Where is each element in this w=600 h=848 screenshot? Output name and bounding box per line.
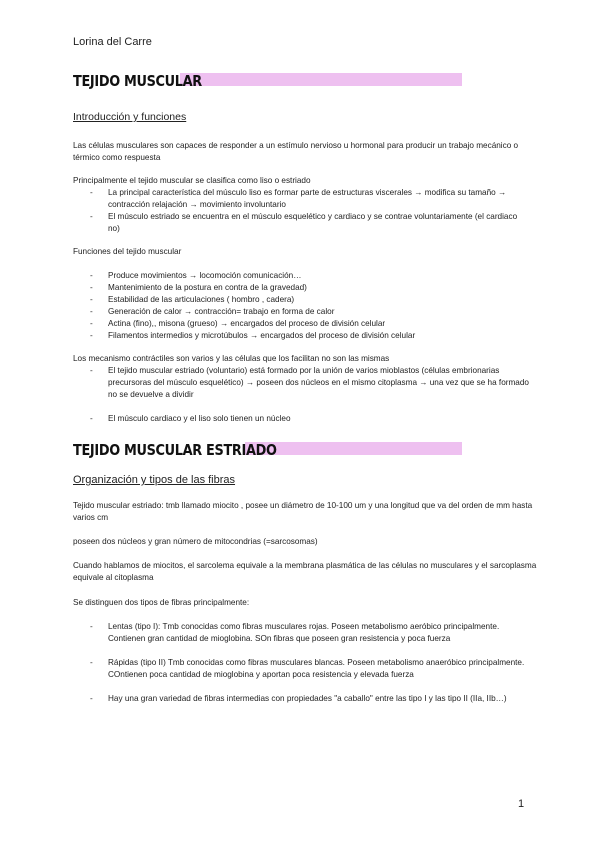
section-subtitle-introduccion: Introducción y funciones	[73, 111, 187, 123]
list-item: - Filamentos intermedios y microtúbulos → encargados del proceso de división celular	[90, 330, 530, 342]
list-item: - Actina (fino),, misona (grueso) → encargados del proceso de división celular	[90, 318, 530, 330]
list-item: - Estabilidad de las articulaciones ( hombro , cadera)	[90, 294, 530, 306]
list-item: - Produce movimientos → locomoción comunicación…	[90, 270, 530, 282]
list-item: - El músculo cardiaco y el liso solo tienen un núcleo	[90, 413, 530, 425]
section-title-tejido-muscular-estriado: TEJIDO MUSCULAR ESTRIADO	[73, 441, 277, 459]
list-item: - Mantenimiento de la postura en contra de la gravedad)	[90, 282, 530, 294]
list-item: - Hay una gran variedad de fibras intermedias con propiedades "a caballo" entre las tipo I y las tipo II (IIa, IIb…)	[90, 693, 530, 705]
list-item: - Generación de calor → contracción= trabajo en forma de calor	[90, 306, 530, 318]
heading-highlight-bar	[180, 73, 462, 86]
section-subtitle-organizacion: Organización y tipos de las fibras	[73, 474, 236, 486]
classification-list	[90, 187, 530, 235]
list-item: - El músculo estriado se encuentra en el músculo esquelético y cardiaco y se contrae voluntariamente (el cardiaco no)	[90, 211, 530, 235]
fiber-types-intro: Se distinguen dos tipos de fibras principalmente:	[73, 598, 250, 607]
list-item: - Lentas (tipo I): Tmb conocidas como fibras musculares rojas. Poseen metabolismo aeróbico principalmente. Contienen gran cantidad de mioglobina. SOn fibras que poseen gran resistencia y poca fuerza	[90, 621, 530, 645]
classification-paragraph: Principalmente el tejido muscular se clasifica como liso o estriado	[73, 176, 311, 185]
intro-paragraph: Las células musculares son capaces de responder a un estímulo nervioso u hormonal para producir un trabajo mecánico o térmico como respuesta	[73, 141, 519, 162]
author-name: Lorina del Carre	[73, 36, 152, 48]
page-number: 1	[518, 798, 525, 810]
sarcolema-paragraph: Cuando hablamos de miocitos, el sarcolema equivale a la membrana plasmática de las células no musculares y el sarcoplasma equivale al citoplasma	[73, 561, 537, 582]
list-item: - La principal característica del músculo liso es formar parte de estructuras viscerales → modifica su tamaño → contracción relajación → movimiento involuntario	[90, 187, 530, 211]
functions-list	[90, 270, 530, 342]
section-title-tejido-muscular: TEJIDO MUSCULAR	[73, 72, 202, 90]
miocito-paragraph: Tejido muscular estriado: tmb llamado miocito , posee un diámetro de 10-100 um y una longitud que va del orden de mm hasta varios cm	[73, 501, 533, 522]
mechanisms-list	[90, 365, 530, 425]
heading-highlight-bar	[245, 442, 462, 455]
functions-heading: Funciones del tejido muscular	[73, 247, 182, 256]
nuclei-paragraph: poseen dos núcleos y gran número de mitocondrias (=sarcosomas)	[73, 537, 318, 546]
list-item: - El tejido muscular estriado (voluntario) está formado por la unión de varios mioblastos (células embrionarias precursoras del músculo esquelético) → poseen dos núcleos en el mismo citoplasma → una vez que se ha formado no se devuelve a dividir	[90, 365, 530, 401]
mechanisms-paragraph: Los mecanismo contráctiles son varios y las células que los facilitan no son las mismas	[73, 354, 390, 363]
list-item: - Rápidas (tipo II) Tmb conocidas como fibras musculares blancas. Poseen metabolismo anaeróbico principalmente. COntienen poca cantidad de mioglobina y aportan poca resistencia y elevada fuerza	[90, 657, 530, 681]
fiber-types-list	[90, 621, 530, 717]
